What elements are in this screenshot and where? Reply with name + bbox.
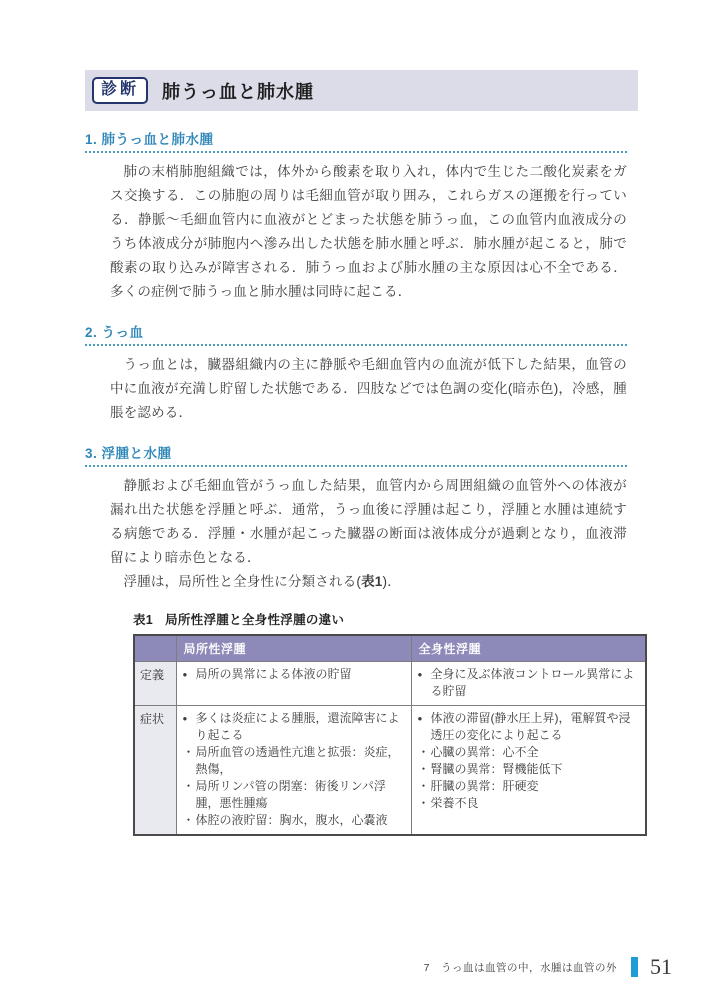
- row-label-symptoms: 症状: [134, 706, 176, 836]
- table-cell-item: [183, 710, 405, 744]
- page-number: 51: [650, 954, 672, 979]
- table-header-systemic: 全身性浮腫: [411, 635, 646, 662]
- section-congestion: [85, 321, 627, 425]
- bullet-marker: ●: [417, 714, 423, 723]
- cell-definition-systemic: [411, 662, 646, 706]
- section-heading-3: 3. 浮腫と水腫: [85, 442, 627, 467]
- section-edema: [85, 442, 627, 594]
- section-pulmonary-congestion: [85, 128, 627, 304]
- bullet-marker: ・: [417, 745, 430, 759]
- table-cell-item: [418, 795, 640, 812]
- table-cell-item: [183, 666, 405, 683]
- table-header-local: 局所性浮腫: [176, 635, 411, 662]
- chapter-header-bar: [85, 70, 638, 111]
- table-row: [134, 662, 646, 706]
- paragraph: うっ血とは，臓器組織内の主に静脈や毛細血管内の血流が低下した結果，血管の中に血液が充満し貯留した状態である．四肢などでは色調の変化(暗赤色)，冷感，腫脹を認める．: [110, 357, 627, 420]
- table-cell-item: [418, 710, 640, 744]
- item-text: 肝臓の異常：肝硬変: [430, 779, 539, 793]
- table-reference: 表1: [361, 574, 383, 589]
- table-header-row: [134, 635, 646, 662]
- cell-symptoms-systemic: [411, 706, 646, 836]
- bullet-marker: ●: [182, 714, 188, 723]
- item-text: 局所の異常による体液の貯留: [195, 667, 352, 681]
- table-header-empty: [134, 635, 176, 662]
- item-text: 体液の滞留(静水圧上昇)，電解質や浸透圧の変化により起こる: [430, 711, 631, 742]
- edema-comparison-table: [133, 634, 647, 836]
- footer-accent-bar: [631, 957, 638, 977]
- paragraph: 静脈および毛細血管がうっ血した結果，血管内から周囲組織の血管外への体液が漏れ出た状態を浮腫と呼ぶ．通常，うっ血後に浮腫は起こり，浮腫と水腫は連続する病態である．浮腫・水腫が起こった臓器の断面は液体成分が過剰となり，血液滞留により暗赤色となる．: [110, 478, 627, 565]
- bullet-marker: ●: [417, 670, 423, 679]
- bullet-marker: ・: [417, 762, 430, 776]
- table-row: [134, 706, 646, 836]
- bullet-marker: ・: [182, 779, 195, 793]
- table-cell-item: [418, 778, 640, 795]
- bullet-marker: ・: [417, 779, 430, 793]
- footer-tagline: 7 うっ血は血管の中，水腫は血管の外: [423, 961, 617, 974]
- item-text: 局所血管の透過性亢進と拡張：炎症，熱傷，: [195, 745, 400, 776]
- item-text: 多くは炎症による腫脹，還流障害により起こる: [195, 711, 400, 742]
- bullet-marker: ・: [182, 813, 195, 827]
- table-cell-item: [418, 666, 640, 700]
- bullet-marker: ・: [417, 796, 430, 810]
- table-1-block: [133, 610, 645, 836]
- table-cell-item: [418, 744, 640, 761]
- paragraph: 肺の末梢肺胞組織では，体外から酸素を取り入れ，体内で生じた二酸化炭素をガス交換する．この肺胞の周りは毛細血管が取り囲み，これらガスの運搬を行っている．静脈〜毛細血管内に血液がとどまった状態を肺うっ血，この血管内血液成分のうち体液成分が肺胞内へ滲み出した状態を肺水腫と呼ぶ．肺水腫が起こると，肺で酸素の取り込みが障害される．肺うっ血および肺水腫の主な原因は心不全である．多くの症例で肺うっ血と肺水腫は同時に起こる．: [110, 164, 627, 299]
- note-text: )．: [382, 574, 401, 589]
- item-text: 局所リンパ管の閉塞：術後リンパ浮腫，悪性腫瘍: [195, 779, 386, 810]
- table-cell-item: [183, 812, 405, 829]
- section-heading-2: 2. うっ血: [85, 321, 627, 346]
- item-text: 心臓の異常：心不全: [430, 745, 539, 759]
- table-caption-title: 局所性浮腫と全身性浮腫の違い: [165, 613, 345, 627]
- item-text: 体腔の液貯留：胸水，腹水，心嚢液: [195, 813, 388, 827]
- note-text: 浮腫は，局所性と全身性に分類される(: [123, 574, 362, 589]
- page-footer: [424, 954, 672, 980]
- page-title: 肺うっ血と肺水腫: [162, 81, 315, 102]
- row-label-definition: 定義: [134, 662, 176, 706]
- table-cell-item: [418, 761, 640, 778]
- diagnosis-badge: 診断: [92, 77, 148, 104]
- item-text: 全身に及ぶ体液コントロール異常による貯留: [430, 667, 635, 698]
- item-text: 栄養不良: [430, 796, 479, 810]
- bullet-marker: ●: [182, 670, 188, 679]
- item-text: 腎臓の異常：腎機能低下: [430, 762, 563, 776]
- section-heading-1: 1. 肺うっ血と肺水腫: [85, 128, 627, 153]
- cell-symptoms-local: [176, 706, 411, 836]
- cell-definition-local: [176, 662, 411, 706]
- table-caption-label: 表1: [133, 613, 154, 627]
- paragraph-table-ref: [110, 570, 627, 594]
- bullet-marker: ・: [182, 745, 195, 759]
- table-caption: [133, 610, 645, 628]
- table-cell-item: [183, 778, 405, 812]
- table-cell-item: [183, 744, 405, 778]
